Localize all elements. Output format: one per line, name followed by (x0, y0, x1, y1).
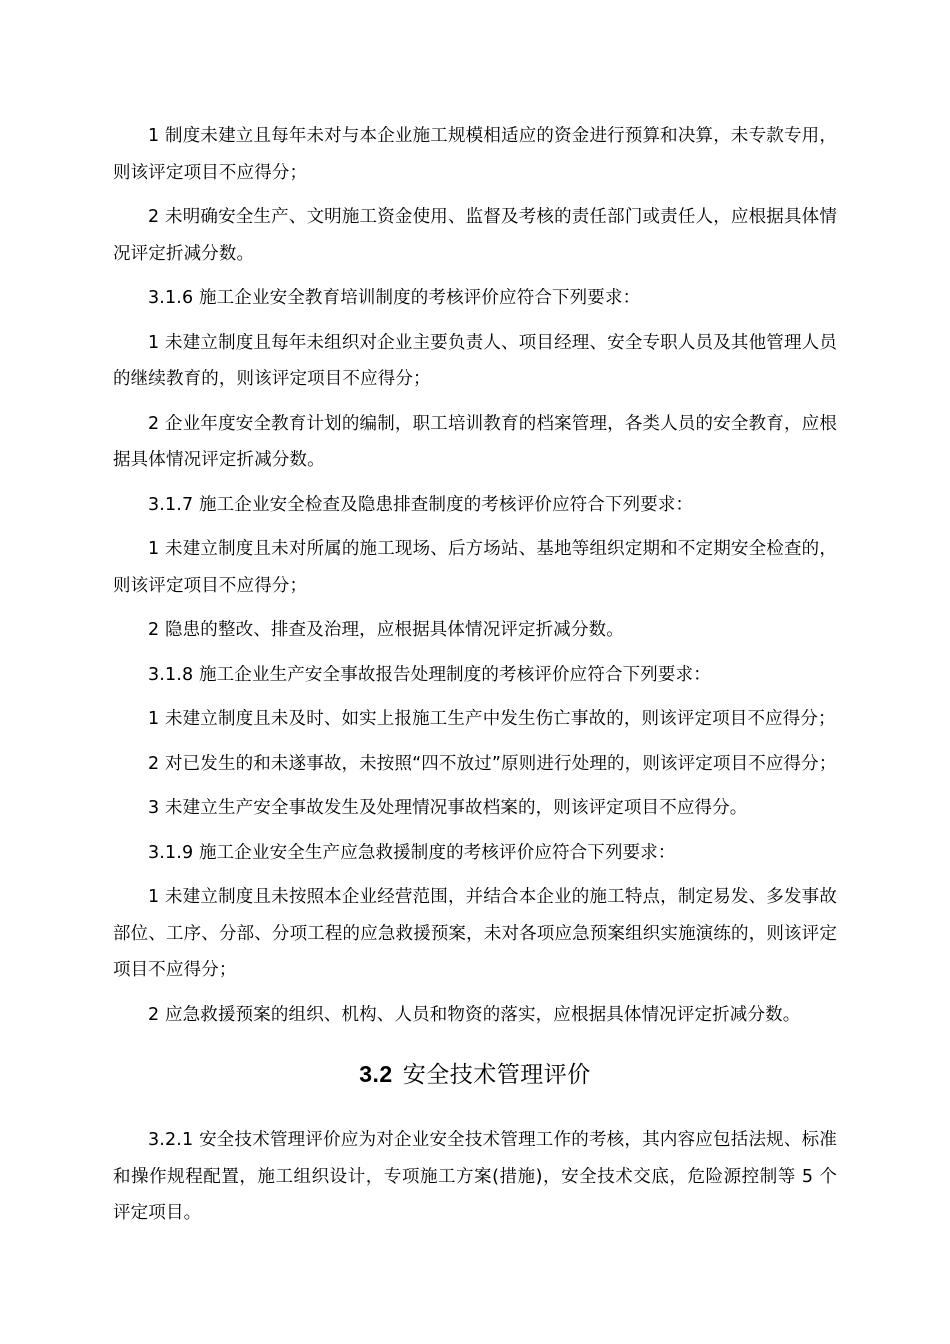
section-heading (113, 1057, 837, 1092)
clause-paragraph: 3.2.1 安全技术管理评价应为对企业安全技术管理工作的考核，其内容应包括法规、标准和操作规程配置，施工组织设计，专项施工方案(措施)，安全技术交底，危险源控制等 5 个评定项目。 (113, 1130, 837, 1223)
paragraph: 1 未建立制度且未按照本企业经营范围，并结合本企业的施工特点，制定易发、多发事故部位、工序、分部、分项工程的应急救援预案，未对各项应急预案组织实施演练的，则该评定项目不应得分； (113, 887, 837, 980)
section-number: 3.2 (359, 1061, 393, 1087)
paragraph: 1 制度未建立且每年未对与本企业施工规模相适应的资金进行预算和决算，未专款专用，则该评定项目不应得分； (113, 126, 837, 183)
document-body (113, 118, 837, 1240)
paragraph: 1 未建立制度且未及时、如实上报施工生产中发生伤亡事故的，则该评定项目不应得分； (148, 709, 836, 729)
section-title: 安全技术管理评价 (402, 1062, 591, 1088)
clause-heading: 3.1.8 施工企业生产安全事故报告处理制度的考核评价应符合下列要求： (148, 664, 711, 685)
clause-heading: 3.1.7 施工企业安全检查及隐患排查制度的考核评价应符合下列要求： (148, 494, 694, 515)
paragraph: 1 未建立制度且未对所属的施工现场、后方场站、基地等组织定期和不定期安全检查的，则该评定项目不应得分； (113, 539, 837, 596)
paragraph: 3 未建立生产安全事故发生及处理情况事故档案的，则该评定项目不应得分。 (148, 798, 748, 818)
paragraph: 2 隐患的整改、排查及治理，应根据具体情况评定折减分数。 (148, 620, 624, 640)
paragraph: 2 应急救援预案的组织、机构、人员和物资的落实，应根据具体情况评定折减分数。 (148, 1004, 801, 1025)
paragraph: 2 未明确安全生产、文明施工资金使用、监督及考核的责任部门或责任人，应根据具体情况评定折减分数。 (113, 207, 837, 264)
clause-heading: 3.1.9 施工企业安全生产应急救援制度的考核评价应符合下列要求： (148, 842, 676, 863)
paragraph: 2 对已发生的和未遂事故，未按照“四不放过”原则进行处理的，则该评定项目不应得分； (148, 753, 837, 774)
clause-heading: 3.1.6 施工企业安全教育培训制度的考核评价应符合下列要求： (148, 288, 641, 308)
paragraph: 1 未建立制度且每年未组织对企业主要负责人、项目经理、安全专职人员及其他管理人员的继续教育的，则该评定项目不应得分； (113, 332, 837, 389)
paragraph: 2 企业年度安全教育计划的编制，职工培训教育的档案管理，各类人员的安全教育，应根据具体情况评定折减分数。 (113, 413, 837, 470)
